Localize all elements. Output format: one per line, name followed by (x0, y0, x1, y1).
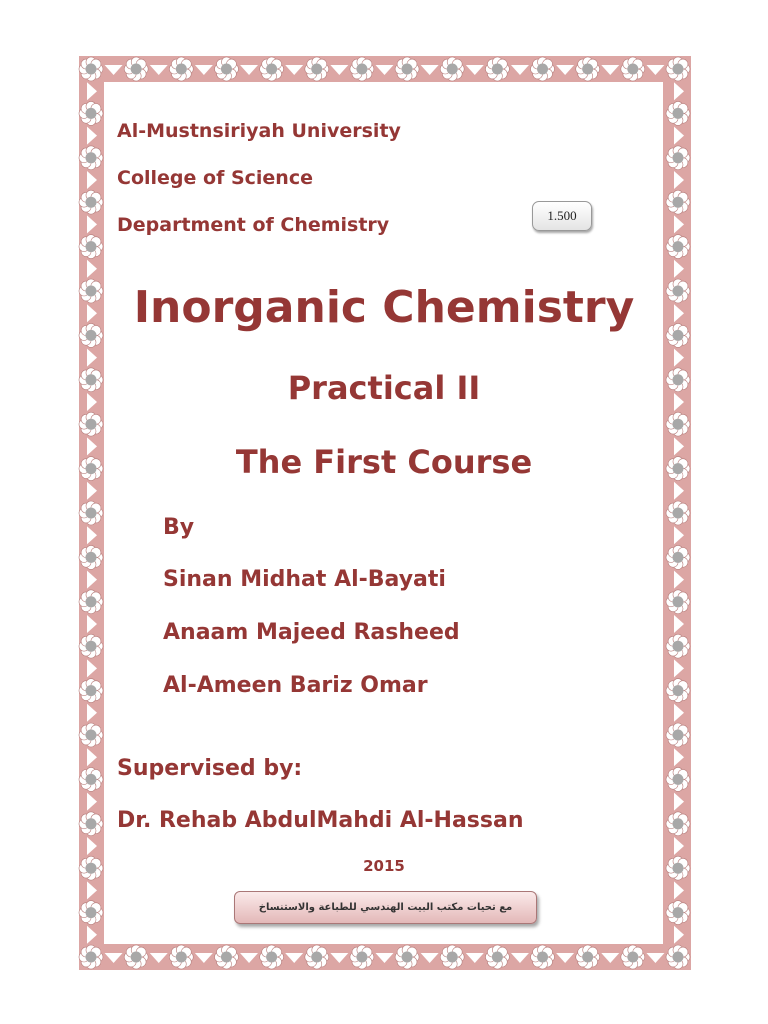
publication-year: 2015 (363, 857, 405, 875)
document-title: Inorganic Chemistry (133, 282, 635, 333)
supervisor-label: Supervised by: (117, 756, 303, 781)
college-name: College of Science (117, 167, 313, 189)
price-badge: 1.500 (532, 201, 592, 231)
print-shop-stamp: مع تحيات مكتب البيت الهندسي للطباعة والاستنساخ (234, 891, 537, 924)
supervisor-name: Dr. Rehab AbdulMahdi Al-Hassan (117, 808, 524, 833)
department-name: Department of Chemistry (117, 214, 390, 236)
course-label: The First Course (235, 443, 533, 481)
author-name: Anaam Majeed Rasheed (163, 620, 460, 645)
by-label: By (163, 515, 195, 540)
document-subtitle: Practical II (287, 369, 481, 407)
author-name: Al-Ameen Bariz Omar (163, 673, 428, 698)
university-name: Al-Mustnsiriyah University (117, 120, 401, 142)
author-name: Sinan Midhat Al-Bayati (163, 567, 446, 592)
